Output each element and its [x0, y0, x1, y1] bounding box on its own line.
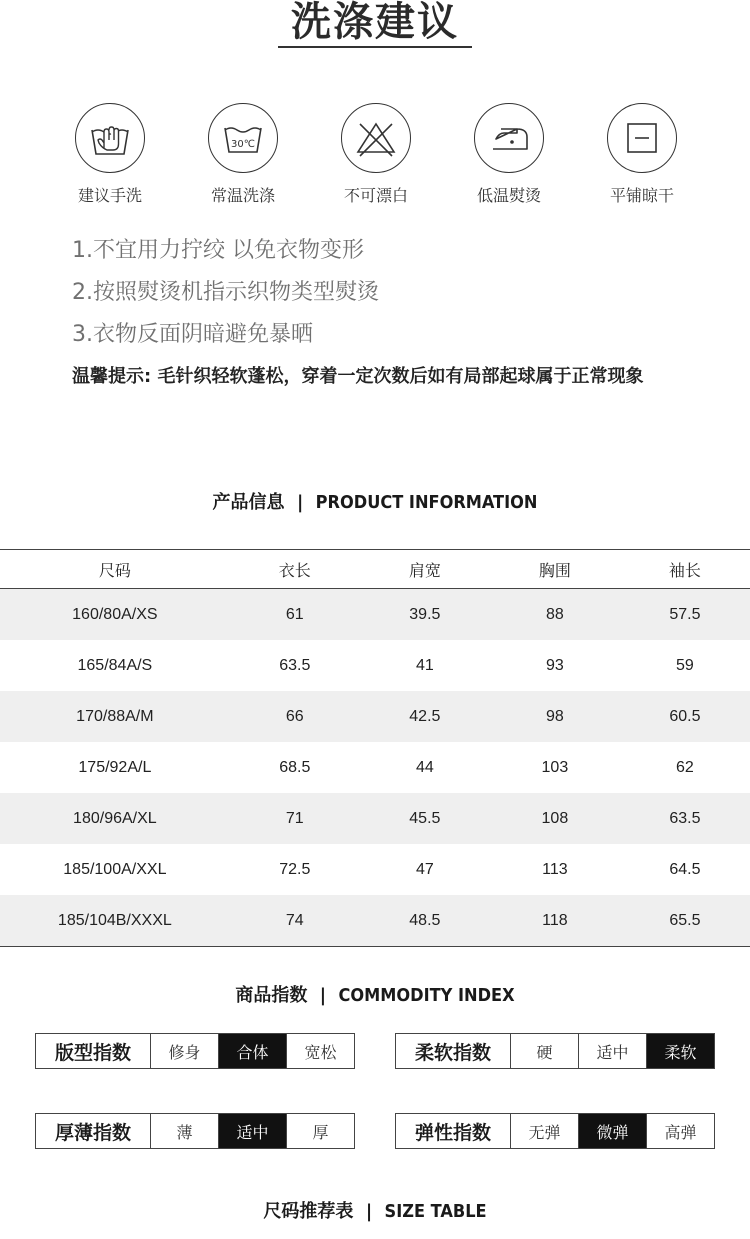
- product-info-table: [0, 549, 750, 947]
- index-label: 版型指数: [36, 1034, 151, 1068]
- table-cell: 65.5: [620, 895, 750, 947]
- table-cell: 165/84A/S: [77, 656, 153, 674]
- table-cell: 64.5: [669, 860, 701, 878]
- index-label: 柔软指数: [396, 1034, 511, 1068]
- table-cell: 57.5: [620, 589, 750, 641]
- table-cell: 72.5: [279, 860, 311, 878]
- table-cell: 185/100A/XXL: [63, 860, 167, 878]
- table-row: [0, 640, 750, 691]
- care-item-normal-wash: [188, 103, 298, 206]
- heading-separator: |: [319, 985, 327, 1006]
- normal-temp-wash-icon: [208, 103, 278, 173]
- thickness-index: [35, 1113, 355, 1149]
- heading-cn: 尺码推荐表: [263, 1201, 354, 1222]
- size-table-heading: [0, 1197, 750, 1223]
- table-cell: 59: [676, 656, 694, 674]
- heading-separator: |: [365, 1201, 373, 1222]
- table-cell: 60.5: [620, 691, 750, 742]
- column-header: 尺码: [0, 550, 230, 589]
- table-row: [0, 895, 750, 947]
- index-option: 高弹: [664, 1122, 697, 1142]
- heading-separator: |: [296, 492, 304, 513]
- index-option: 合体: [219, 1034, 287, 1068]
- table-row: [0, 844, 750, 895]
- care-label: 不可漂白: [343, 186, 408, 205]
- softness-index: [395, 1033, 715, 1069]
- table-cell: 108: [490, 793, 620, 844]
- heading-en: PRODUCT INFORMATION: [315, 492, 538, 513]
- table-cell: 88: [490, 589, 620, 641]
- table-cell: 48.5: [360, 895, 490, 947]
- table-cell: 44: [415, 758, 434, 776]
- hand-wash-icon: [75, 103, 145, 173]
- table-cell: 47: [415, 860, 434, 878]
- fit-index: [35, 1033, 355, 1069]
- table-cell: 170/88A/M: [0, 691, 230, 742]
- index-option: 厚: [312, 1122, 329, 1142]
- index-label: 厚薄指数: [36, 1114, 151, 1148]
- table-cell: 185/104B/XXXL: [0, 895, 230, 947]
- table-header-row: [0, 550, 750, 589]
- tip-text: 温馨提示: 毛针织轻软蓬松，穿着一定次数后如有局部起球属于正常现象: [72, 366, 644, 387]
- table-cell: 42.5: [360, 691, 490, 742]
- care-label: 平铺晾干: [609, 186, 674, 205]
- dry-flat-icon: [607, 103, 677, 173]
- index-option: 薄: [151, 1114, 219, 1148]
- table-cell: 62: [676, 758, 694, 776]
- table-cell: 103: [541, 758, 569, 776]
- index-option: 无弹: [511, 1114, 579, 1148]
- table-cell: 66: [230, 691, 360, 742]
- title-underline: [278, 46, 472, 48]
- care-item-no-bleach: [321, 103, 431, 206]
- table-cell: 160/80A/XS: [0, 589, 230, 641]
- index-option: 适中: [579, 1034, 647, 1068]
- table-row: [0, 793, 750, 844]
- table-cell: 118: [490, 895, 620, 947]
- care-item-dry-flat: [587, 103, 697, 206]
- page-title: 洗涤建议: [291, 0, 459, 45]
- table-cell: 45.5: [360, 793, 490, 844]
- column-header: 衣长: [230, 550, 360, 589]
- table-cell: 180/96A/XL: [0, 793, 230, 844]
- table-row: [0, 691, 750, 742]
- commodity-index-heading: [0, 981, 750, 1007]
- table-cell: 71: [230, 793, 360, 844]
- index-option: 硬: [511, 1034, 579, 1068]
- heading-en: SIZE TABLE: [384, 1201, 487, 1222]
- low-temp-iron-icon: [474, 103, 544, 173]
- care-note: 1.不宜用力拧绞 以免衣物变形: [72, 238, 364, 263]
- index-option: 柔软: [647, 1034, 714, 1068]
- heading-cn: 产品信息: [212, 492, 285, 513]
- heading-cn: 商品指数: [235, 985, 308, 1006]
- table-cell: 175/92A/L: [78, 758, 152, 776]
- column-header: 胸围: [490, 550, 620, 589]
- heading-en: COMMODITY INDEX: [338, 985, 515, 1006]
- care-item-low-iron: [454, 103, 564, 206]
- index-option: 修身: [151, 1034, 219, 1068]
- table-cell: 98: [490, 691, 620, 742]
- table-cell: 63.5: [620, 793, 750, 844]
- table-cell: 63.5: [279, 656, 311, 674]
- care-label: 常温洗涤: [210, 186, 275, 205]
- table-cell: 74: [230, 895, 360, 947]
- index-label: 弹性指数: [396, 1114, 511, 1148]
- table-cell: 41: [415, 656, 434, 674]
- care-note: 2.按照熨烫机指示织物类型熨烫: [72, 280, 379, 305]
- product-info-heading: [0, 488, 750, 514]
- care-label: 低温熨烫: [476, 186, 541, 205]
- table-cell: 93: [545, 656, 564, 674]
- no-bleach-icon: [341, 103, 411, 173]
- table-cell: 39.5: [360, 589, 490, 641]
- elasticity-index: [395, 1113, 715, 1149]
- wash-temp-badge: 30℃: [231, 139, 255, 150]
- table-cell: 68.5: [279, 758, 311, 776]
- care-label: 建议手洗: [77, 186, 142, 205]
- table-row: [0, 589, 750, 641]
- index-option: 适中: [219, 1114, 287, 1148]
- index-option: 微弹: [579, 1114, 647, 1148]
- index-option: 宽松: [304, 1042, 337, 1062]
- table-row: [0, 742, 750, 793]
- table-cell: 61: [230, 589, 360, 641]
- care-item-hand-wash: [55, 103, 165, 206]
- table-cell: 113: [542, 860, 568, 878]
- care-note: 3.衣物反面阴暗避免暴晒: [72, 322, 313, 347]
- column-header: 肩宽: [360, 550, 490, 589]
- column-header: 袖长: [620, 550, 750, 589]
